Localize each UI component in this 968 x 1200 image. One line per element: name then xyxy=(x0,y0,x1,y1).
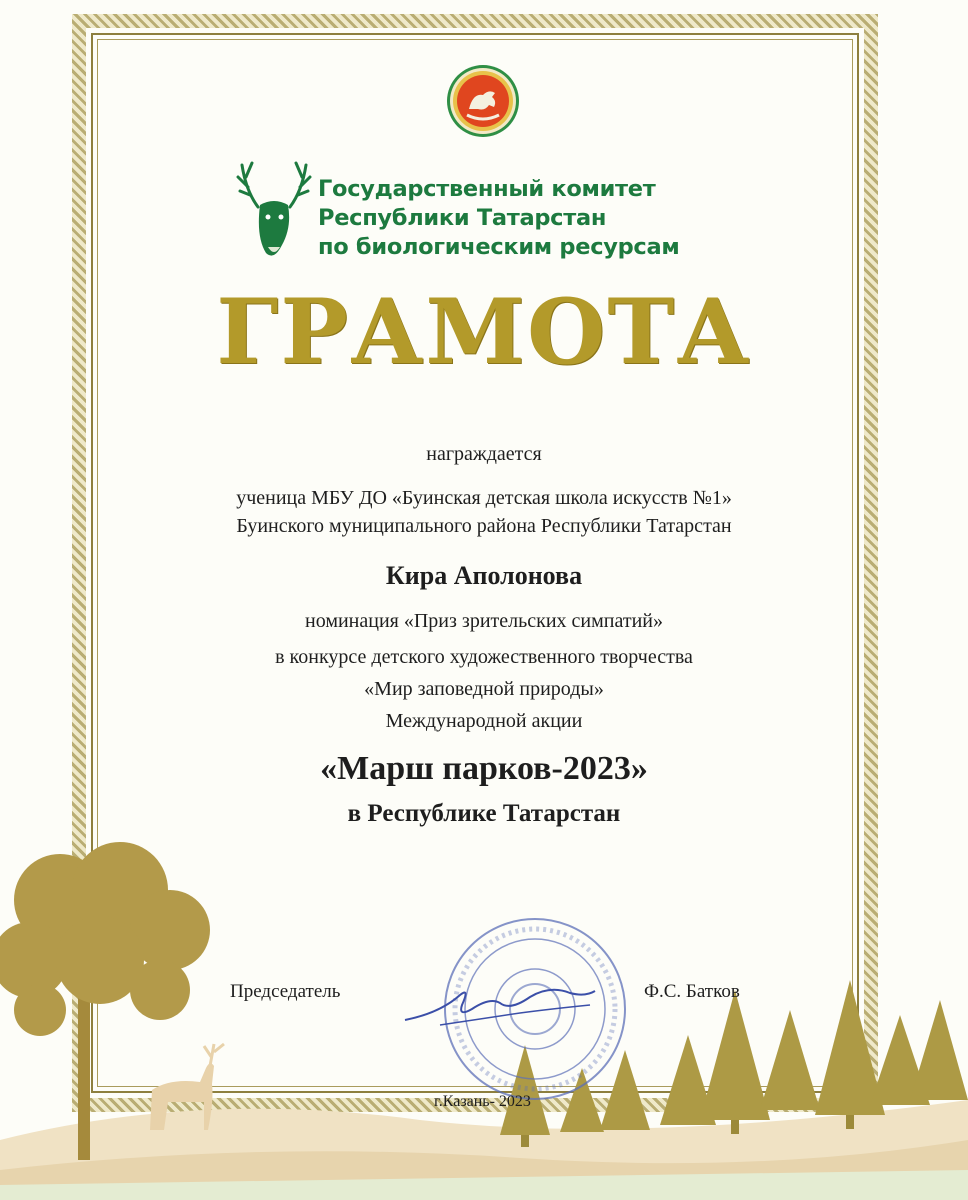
recipient-school: ученица МБУ ДО «Буинская детская школа искусств №1» xyxy=(236,487,732,509)
organization-name-line-3: по биологическим ресурсам xyxy=(318,234,680,260)
contest-text: в конкурсе детского художественного творчества xyxy=(275,646,693,668)
organization-name xyxy=(318,175,738,262)
city-and-year: г.Казань- 2023 xyxy=(434,1093,531,1110)
signatory-name: Ф.С. Батков xyxy=(644,981,740,1002)
certificate-title: ГРАМОТА xyxy=(216,279,752,385)
deer-logo-icon xyxy=(236,157,312,267)
nomination-text: номинация «Приз зрительских симпатий» xyxy=(305,610,663,632)
contest-name: «Мир заповедной природы» xyxy=(364,678,604,700)
recipient-district: Буинского муниципального района Республики Татарстан xyxy=(236,515,732,537)
event-name: «Марш парков-2023» xyxy=(320,750,648,787)
action-text: Международной акции xyxy=(385,710,583,732)
tatarstan-emblem-icon xyxy=(445,63,521,139)
organization-name-line-2: Республики Татарстан xyxy=(318,205,607,231)
awarded-text: награждается xyxy=(426,443,542,465)
recipient-name: Кира Аполонова xyxy=(385,561,583,590)
handwritten-signature-icon xyxy=(400,975,600,1035)
signatory-title: Председатель xyxy=(230,981,341,1002)
organization-name-line-1: Государственный комитет xyxy=(318,176,656,202)
event-region: в Республике Татарстан xyxy=(347,800,621,827)
